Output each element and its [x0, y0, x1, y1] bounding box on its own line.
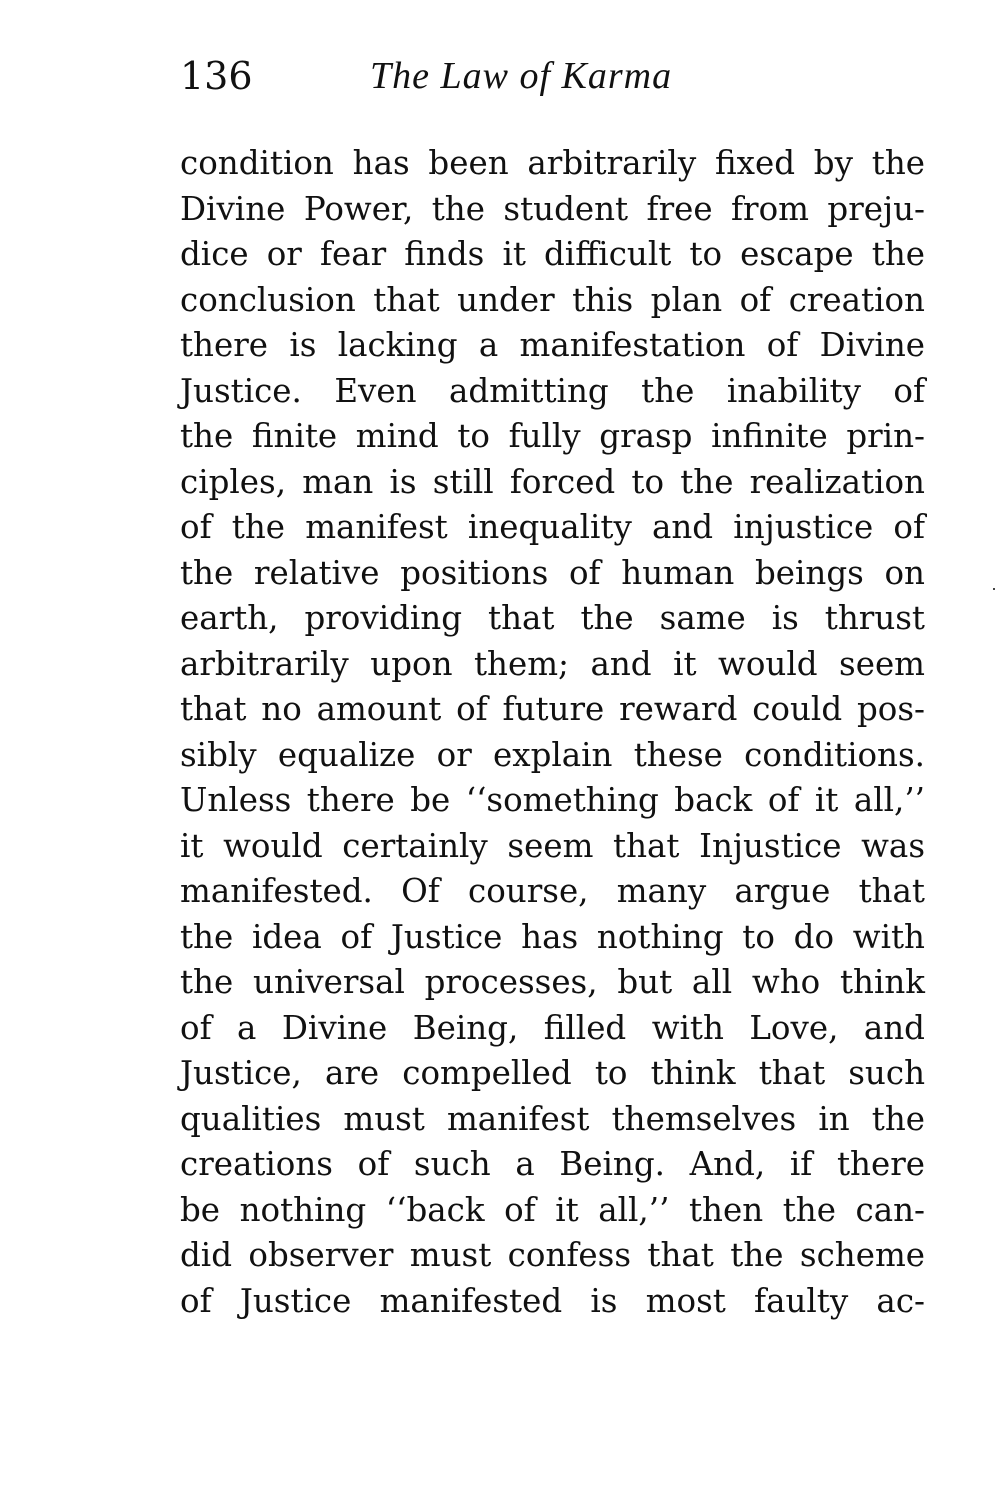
- text-line: that no amount of future reward could pos-: [180, 690, 925, 728]
- text-line: condition has been arbitrarily fixed by the: [180, 144, 925, 182]
- text-line: of a Divine Being, filled with Love, and: [180, 1008, 925, 1047]
- text-line: arbitrarily upon them; and it would seem: [180, 644, 925, 683]
- text-line: sibly equalize or explain these conditions.: [180, 735, 925, 774]
- text-line: the relative positions of human beings on: [180, 553, 925, 592]
- text-line: be nothing ‘‘back of it all,’’ then the can-: [180, 1190, 925, 1229]
- text-line: of the manifest inequality and injustice of: [180, 508, 925, 546]
- text-line: conclusion that under this plan of creation: [180, 280, 925, 319]
- text-line: manifested. Of course, many argue that: [180, 872, 925, 910]
- page-number: 136: [180, 54, 253, 98]
- text-line: Unless there be ‘‘something back of it all,’’: [180, 781, 925, 819]
- text-line: Justice, are compelled to think that such: [180, 1054, 925, 1092]
- text-line: earth, providing that the same is thrust: [180, 599, 925, 637]
- text-line: the idea of Justice has nothing to do with: [180, 917, 925, 956]
- text-line: creations of such a Being. And, if there: [180, 1145, 925, 1183]
- text-line: it would certainly seem that Injustice was: [180, 826, 925, 865]
- text-line: ciples, man is still forced to the realization: [180, 462, 925, 501]
- body-text: [180, 141, 925, 1324]
- text-line: the universal processes, but all who think: [180, 963, 925, 1001]
- running-head: [180, 48, 925, 104]
- text-line: Divine Power, the student free from preju-: [180, 189, 925, 228]
- scan-speck: [993, 588, 995, 590]
- text-line: there is lacking a manifestation of Divine: [180, 326, 925, 364]
- text-line: did observer must confess that the scheme: [180, 1236, 925, 1274]
- text-line: the finite mind to fully grasp infinite prin-: [180, 417, 925, 455]
- running-title: The Law of Karma: [370, 55, 673, 97]
- text-line: dice or fear finds it difficult to escape the: [180, 235, 925, 273]
- text-line: Justice. Even admitting the inability of: [180, 371, 925, 410]
- text-line: of Justice manifested is most faulty ac-: [180, 1281, 925, 1320]
- text-line: qualities must manifest themselves in the: [180, 1099, 925, 1138]
